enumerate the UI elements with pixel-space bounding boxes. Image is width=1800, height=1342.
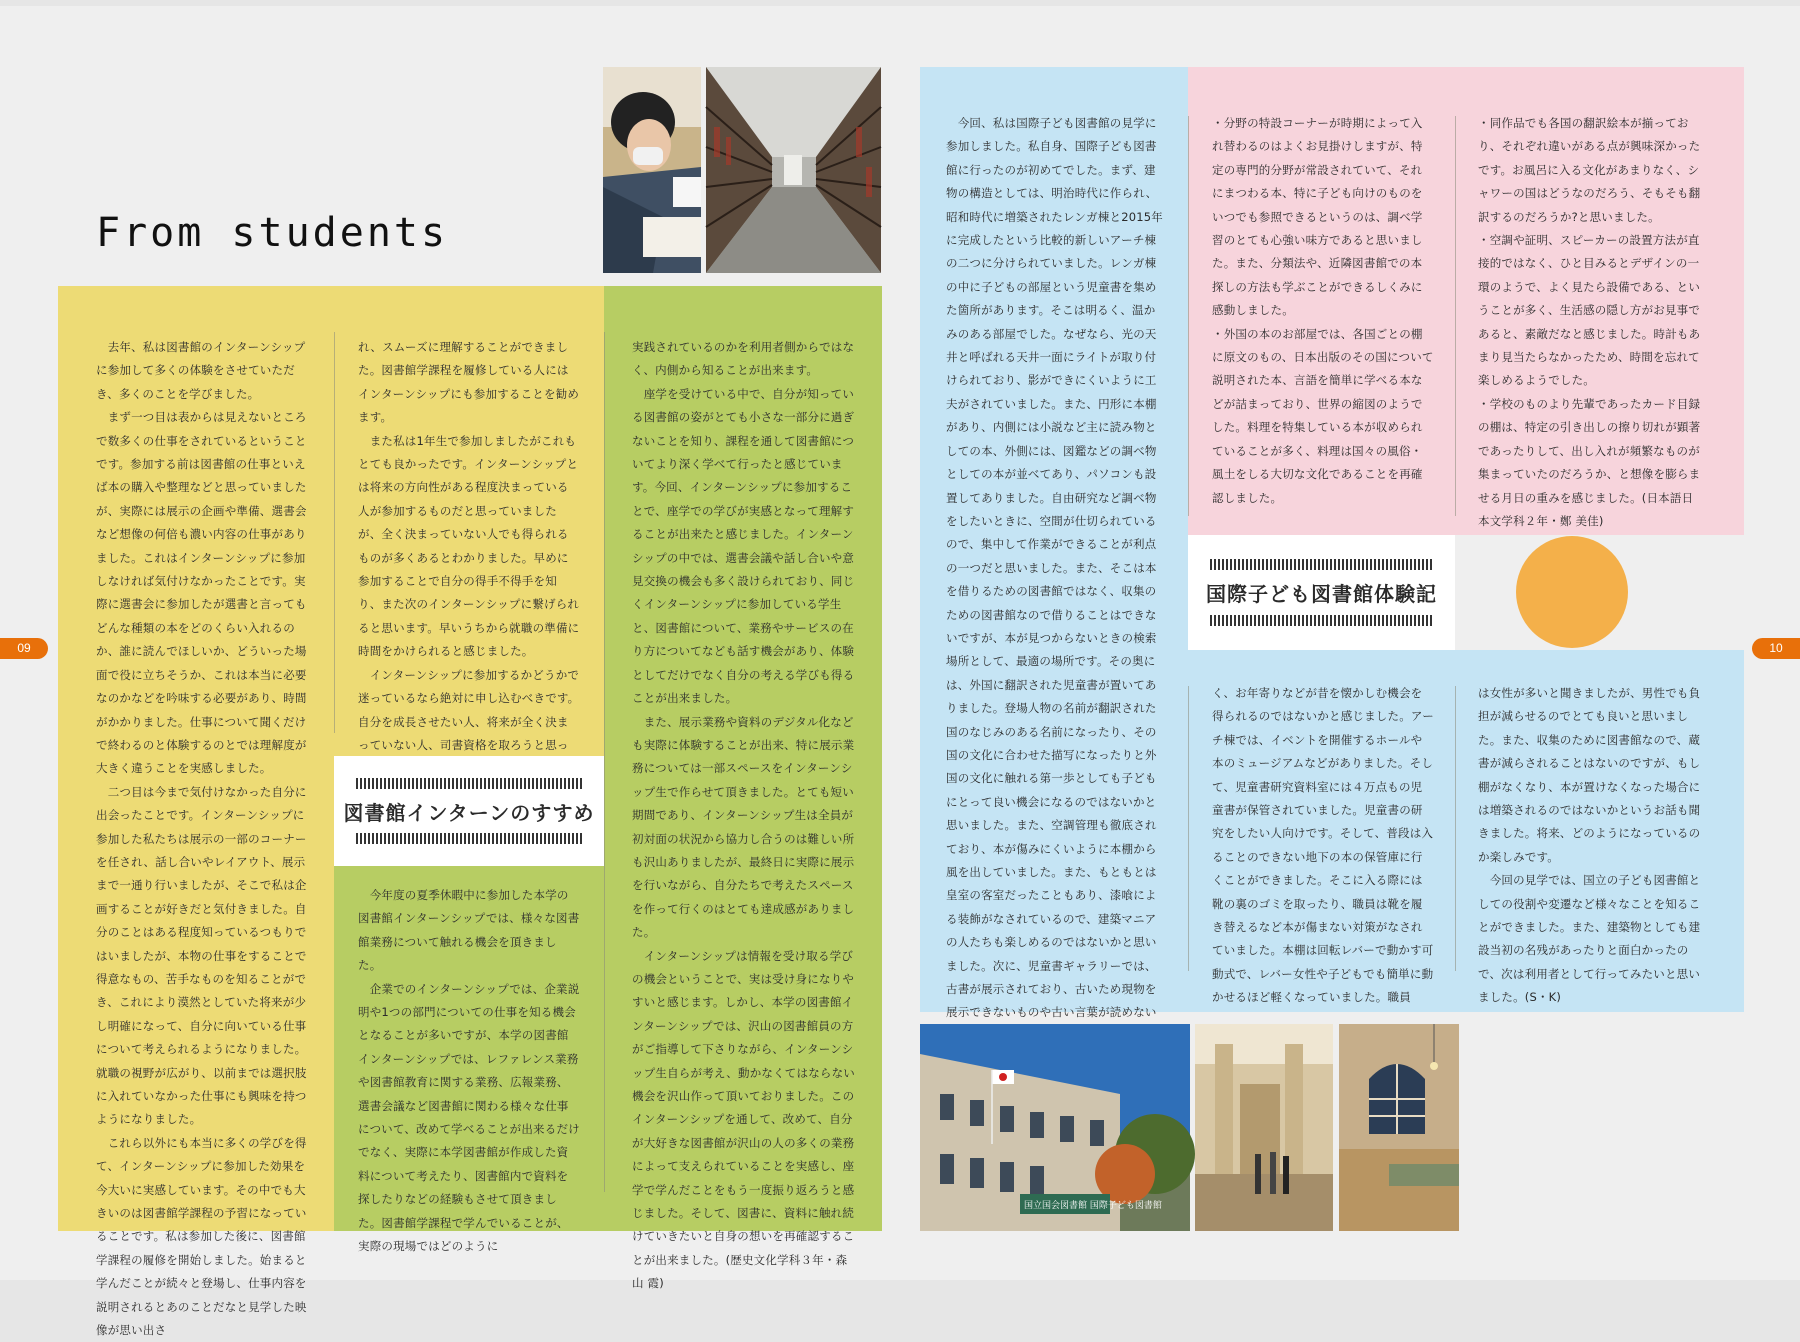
page-number-left: 09 (0, 638, 48, 659)
left-article-col1: 去年、私は図書館のインターンシップに参加して多くの体験をさせていただき、多くのことを学びました。 まず一つ目は表からは見えないところで数多くの仕事をされているということです。参加する前は図書館の仕事といえば本の購入や整理などと思っていましたが、実際には展示の企画や準備、選書会など想像の何倍も濃い内容の仕事がありました。これはインターンシップに参加しなければ気付けなかったことです。実際に選書会に参加したが選書と言ってもどんな種類の本をどのくらい入れるのか、誰に読んでほしいか、どういった場面で役に立ちそうか、これは本当に必要なのかなどを吟味する必要があり、時間がかかりました。仕事について聞くだけで終わるのと体験するのとでは理解度が大きく違うことを実感しました。 二つ目は今まで気付けなかった自分に出会ったことです。インターンシップに参加した私たちは展示の一部のコーナーを任され、話し合いやレイアウト、展示まで一通り行いましたが、そこで私は企画することが好きだと気付きました。自分のことはある程度知っているつもりではいましたが、本物の仕事をすることで得意なもの、苦手なものを知ることができ、これにより漠然としていた将来が少し明確になって、自分に向いている仕事について考えられるようになりました。就職の視野が広がり、以前までは選択肢に入れていなかった仕事にも興味を持つようになりました。 これら以外にも本当に多くの学びを得て、インターンシップに参加した効果を今大いに実感しています。その中でも大きいのは図書館学課程の予習になっていることです。私は参加した後に、図書館学課程の履修を開始しました。始まると学んだことが続々と登場し、仕事内容を説明されるとあのことだなと見学した映像が思い出さ (96, 340, 307, 1338)
right-article-col3-top: ・同作品でも各国の翻訳絵本が揃っており、それぞれ違いがある点が興味深かったです。お風呂に入る文化があまりなく、シャワーの国はどうなのだろう、そもそも翻訳するのだろうか?と思いました。 ・空調や証明、スピーカーの設置方法が直接的ではなく、ひと目みるとデザインの一環のようで、よく見たら設備である、ということが多く、生活感の隠し方がお見事であると、素敵だなと感じました。時計もあまり見当たらなかったため、時間を忘れて楽しめるようでした。 ・学校のものより先輩であったカード目録の棚は、特定の引き出しの擦り切れが顕著であったりして、出し入れが頻繁なものが集まっていたのだろうか、と想像を膨らませる月日の重みを感じました。(日本語日本文学科２年・鄭 美佳) (1478, 116, 1701, 528)
left-headline: 図書館インターンのすすめ (343, 800, 595, 825)
hatch-bar-bottom (356, 833, 582, 844)
right-headline-box (1188, 535, 1455, 650)
left-article-col2-bottom: 今年度の夏季休暇中に参加した本学の図書館インターンシップでは、様々な図書館業務について触れる機会を頂きました。 企業でのインターンシップでは、企業説明や1つの部門についての仕事を知る機会となることが多いですが、本学の図書館インターンシップでは、レファレンス業務や図書館教育に関する業務、広報業務、選書会議など図書館に関わる様々な仕事について、改めて学べることが出来るだけでなく、実際に本学図書館が作成した資料について考えたり、図書館内で資料を探したりなどの経験もさせて頂きました。図書館学課程で学んでいることが、実際の現場ではどのように (358, 888, 580, 1254)
left-article-col3: 実践されているのかを利用者側からではなく、内側から知ることが出来ます。 座学を受けている中で、自分が知っている図書館の姿がとても小さな一部分に過ぎないことを知り、課程を通して図書館についてより深く学べて行ったと感じています。今回、インターンシップに参加することで、座学での学びが実感となって理解することが出来たと感じました。インターンシップの中では、選書会議や話し合いや意見交換の機会も多く設けられており、同じくインターンシップに参加している学生と、図書館について、業務やサービスの在り方についてなども話す機会があり、体験としてだけでなく自分の考える学びも得ることが出来ました。 また、展示業務や資料のデジタル化なども実際に体験することが出来、特に展示業務については一部スペースをインターンシップ生で作らせて頂きました。とても短い期間であり、インターンシップ生は全員が初対面の状況から協力し合うのは難しい所も沢山ありましたが、最終日に実際に展示を行いながら、自分たちで考えたスペースを作って行くのはとても達成感がありました。 インターンシップは情報を受け取る学びの機会ということで、実は受け身になりやすいと感じます。しかし、本学の図書館インターンシップでは、沢山の図書館員の方がご指導して下さりながら、インターンシップ生自らが考え、動かなくてはならない機会を沢山作って頂いておりました。このインターンシップを通して、改めて、自分が大好きな図書館が沢山の人の多くの業務によって支えられていることを実感し、座学で学んだことをもう一度振り返ろうと感じました。そして、図書に、資料に触れ続けていきたいと自身の想いを再確認することが出来ました。(歴史文化学科３年・森山 霞) (632, 340, 855, 1291)
column-divider (1188, 116, 1189, 516)
photo-library-interior-window (1339, 1024, 1459, 1231)
section-heading: From students (96, 210, 449, 256)
magazine-spread (0, 6, 1800, 1338)
right-article-col3-bottom: は女性が多いと聞きましたが、男性でも負担が減らせるのでとても良いと思いました。また、収集のために図書館なので、蔵書が減らされることはないのですが、もし棚がなくなり、本が置けなくなった場合には増築されるのではないかというお話も聞きました。将来、どのようになっているのか楽しみです。 今回の見学では、国立の子ども図書館としての役割や変遷など様々なことを知ることができました。また、建築物としても建設当初の名残があったりと面白かったので、次は利用者として行ってみたいと思いました。(S・K) (1478, 686, 1701, 1005)
hatch-bar-bottom (1210, 615, 1433, 626)
left-article-col2-top: れ、スムーズに理解することができました。図書館学課程を履修している人にはインターンシップにも参加することを勧めます。 また私は1年生で参加しましたがこれもとても良かったです。インターンシップとは将来の方向性がある程度決まっている人が参加するものだと思っていましたが、全く決まっていない人でも得られるものが多くあるとわかりました。早めに参加することで自分の得手不得手を知り、また次のインターンシップに繋げられると思います。早いうちから就職の準備に時間をかけられると感じました。 インターンシップに参加するかどうかで迷っているなら絶対に申し込むべきです。自分を成長させたい人、将来が全く決まっていない人、司書資格を取ろうと思っ (358, 340, 580, 752)
page-number-right: 10 (1752, 638, 1800, 659)
column-divider (1455, 116, 1456, 516)
column-divider (1188, 686, 1189, 971)
right-article-col2-bottom: く、お年寄りなどが昔を懐かしむ機会を得られるのではないかと感じました。アーチ棟では、イベントを開催するホールや本のミュージアムなどがありました。そして、児童書研究資料室には４万点もの児童書が保管されていました。児童書の研究をしたい人向けです。そして、普段は入ることのできない地下の本の保管庫に行くことができました。そこに入る際には靴の裏のゴミを取ったり、職員は靴を履き替えるなど本が傷まない対策がなされていました。本棚は回転レバーで動かす可動式で、レバー女性や子どもでも簡単に動かせるほど軽くなっていました。職員 (1212, 686, 1434, 1005)
decorative-circle (1516, 536, 1628, 648)
hatch-bar-top (356, 778, 582, 789)
column-divider (604, 332, 605, 1192)
photo-student-reading (603, 67, 701, 273)
hatch-bar-top (1210, 559, 1433, 570)
column-divider (1455, 686, 1456, 971)
photo-library-exterior (920, 1024, 1190, 1231)
photo-library-stacks (706, 67, 881, 273)
photo-library-interior-stairs (1195, 1024, 1333, 1231)
photo-sign: 国立国会図書館 国際子ども図書館 (1024, 1201, 1162, 1211)
left-headline-box (334, 756, 604, 866)
right-article-col2-top: ・分野の特設コーナーが時期によって入れ替わるのはよくお見掛けしますが、特定の専門的分野が常設されていて、それにまつわる本、特に子ども向けのものをいつでも参照できるというのは、調べ学習のとても心強い味方であると思いました。また、分類法や、近隣図書館での本探しの方法も学ぶことができるしくみに感動しました。 ・外国の本のお部屋では、各国ごとの棚に原文のもの、日本出版のその国について説明された本、言語を簡単に学べる本などが詰まっており、世界の縮図のようでした。料理を特集している本が収められていることが多く、料理は国々の風俗・風土をしる大切な文化であることを再確認しました。 (1212, 116, 1434, 505)
right-article-col1: 今回、私は国際子ども図書館の見学に参加しました。私自身、国際子ども図書館に行ったのが初めてでした。まず、建物の構造としては、明治時代に作られ、昭和時代に増築されたレンガ棟と2015年に完成したという比較的新しいアーチ棟の二つに分けられていました。レンガ棟の中に子どもの部屋という児童書を集めた箇所があります。そこは明るく、温かみのある部屋でした。なぜなら、光の天井と呼ばれる天井一面にライトが取り付けられており、影ができにくいように工夫がされていました。また、円形に本棚があり、内側には小説など主に読み物としての本、外側には、図鑑などの調べ物としての本が並べてあり、パソコンも設置してありました。自由研究など調べ物をしたいときに、空間が仕切られているので、集中して作業ができることが利点の一つだと思いました。また、そこは本を借りるための図書館ではなく、収集のための図書館なので借りることはできないですが、本が見つからないときの検索場所として、最適の場所です。その奥には、外国に翻訳された児童書が置いてありました。登場人物の名前が翻訳された国のなじみのある名前になったり、その国の文化に合わせた描写になったりと外国の文化に触れる第一歩としても子どもにとって良い機会になるのではないかと思いました。また、空調管理も徹底されており、本が傷みにくいように本棚から風を出していました。また、もともとは皇室の客室だったこともあり、漆喰による装飾がなされているので、建築マニアの人たちも楽しめるのではないかと思いました。次に、児童書ギャラリーでは、古書が展示されており、古いため現物を展示できないものや古い言葉が読めない (946, 116, 1163, 1020)
right-headline: 国際子ども図書館体験記 (1206, 582, 1437, 606)
column-divider (334, 332, 335, 733)
